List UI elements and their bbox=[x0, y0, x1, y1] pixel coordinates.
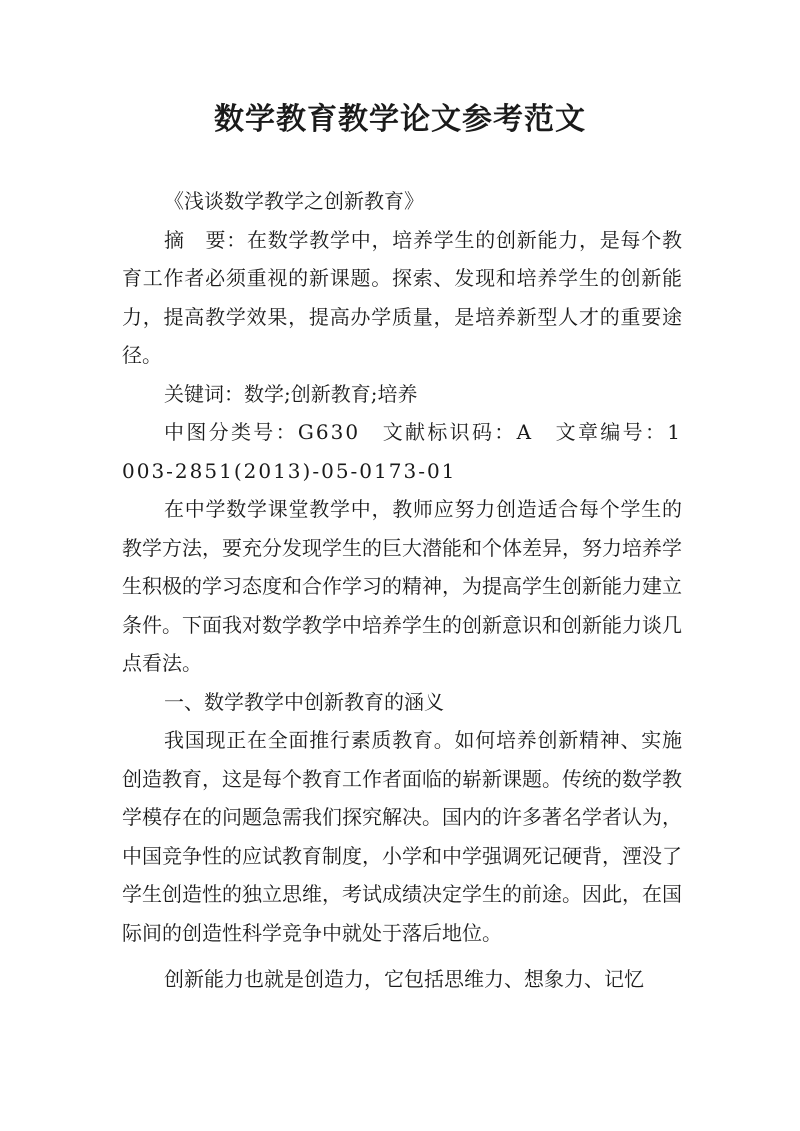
body-paragraph-2: 创新能力也就是创造力，它包括思维力、想象力、记忆 bbox=[164, 967, 644, 991]
body-paragraph-1: 我国现正在全面推行素质教育。如何培养创新精神、实施创造教育，这是每个教育工作者面临的崭新课题。传统的数学教学模存在的问题急需我们探究解决。国内的许多著名学者认为，中国竞争性的应试教育制度，小学和中学强调死记硬背，湮没了学生创造性的独立思维，考试成绩决定学生的前途。因此，在国际间的创造性科学竞争中就处于落后地位。 bbox=[122, 728, 682, 945]
classification-paragraph: 中图分类号：G630 文献标识码：A 文章编号：1003-2851(2013)-05-0173-01 bbox=[122, 420, 682, 483]
keywords-paragraph: 关键词：数学;创新教育;培养 bbox=[164, 381, 418, 406]
section-heading-1: 一、数学教学中创新教育的涵义 bbox=[164, 689, 444, 714]
article-title-paragraph: 《浅谈数学教学之创新教育》 bbox=[164, 189, 424, 213]
document-body bbox=[122, 182, 682, 999]
intro-paragraph: 在中学数学课堂教学中，教师应努力创造适合每个学生的教学方法，要充分发现学生的巨大潜能和个体差异，努力培养学生积极的学习态度和合作学习的精神，为提高学生创新能力建立条件。下面我对数学教学中培养学生的创新意识和创新能力谈几点看法。 bbox=[122, 497, 682, 675]
abstract-paragraph: 摘 要：在数学教学中，培养学生的创新能力，是每个教育工作者必须重视的新课题。探索、发现和培养学生的创新能力，提高教学效果，提高办学质量，是培养新型人才的重要途径。 bbox=[122, 227, 682, 367]
document-title: 数学教育教学论文参考范文 bbox=[214, 102, 586, 137]
